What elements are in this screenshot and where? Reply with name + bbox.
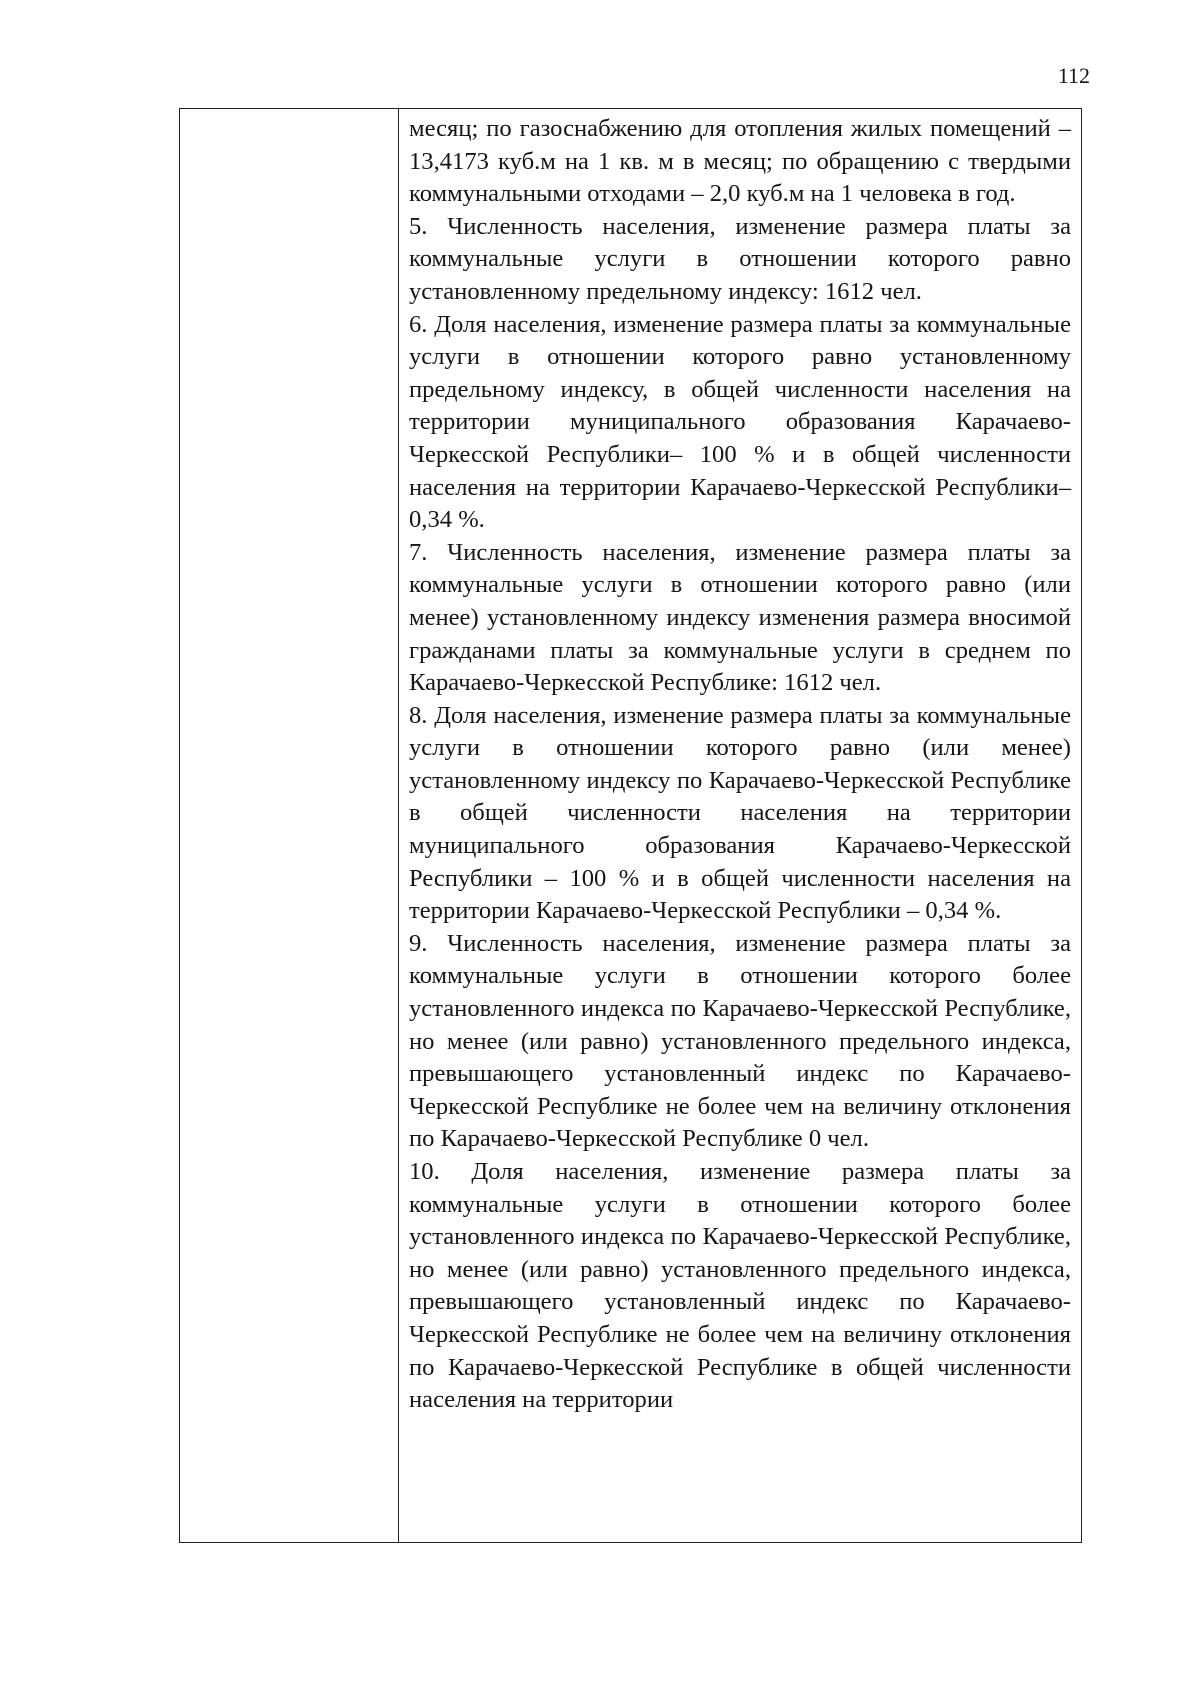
paragraph-item-9: 9. Численность населения, изменение размера платы за коммунальные услуги в отношении которого более установленного индекса по Карачаево-Черкесской Республике, но менее (или равно) установленного предельного индекса, превышающего установленный индекс по Карачаево-Черкесской Республике не более чем на величину отклонения по Карачаево-Черкесской Республике 0 чел.	[409, 929, 1071, 1153]
paragraph-item-8: 8. Доля населения, изменение размера платы за коммунальные услуги в отношении которого равно (или менее) установленному индексу по Карачаево-Черкесской Республике в общей численности населения на территории муниципального образования Карачаево-Черкесской Республики – 100 % и в общей численности населения на территории Карачаево-Черкесской Республики – 0,34 %.	[409, 701, 1071, 925]
table-cell-right	[399, 109, 1081, 1542]
paragraph-continuation: месяц; по газоснабжению для отопления жилых помещений – 13,4173 куб.м на 1 кв. м в месяц; по обращению с твердыми коммунальными отходами – 2,0 куб.м на 1 человека в год.	[409, 115, 1071, 208]
paragraph-item-6: 6. Доля населения, изменение размера платы за коммунальные услуги в отношении которого равно установленному предельному индексу, в общей численности населения на территории муниципального образования Карачаево-Черкесской Республики– 100 % и в общей численности населения на территории Карачаево-Черкесской Республики– 0,34 %.	[409, 310, 1071, 534]
paragraph-item-7: 7. Численность населения, изменение размера платы за коммунальные услуги в отношении которого равно (или менее) установленному индексу изменения размера вносимой гражданами платы за коммунальные услуги в среднем по Карачаево-Черкесской Республике: 1612 чел.	[409, 538, 1071, 697]
document-table	[179, 108, 1082, 1543]
paragraph-item-5: 5. Численность населения, изменение размера платы за коммунальные услуги в отношении которого равно установленному предельному индексу: 1612 чел.	[409, 212, 1071, 305]
table-cell-left	[180, 109, 399, 1542]
paragraph-item-10: 10. Доля населения, изменение размера платы за коммунальные услуги в отношении которого более установленного индекса по Карачаево-Черкесской Республике, но менее (или равно) установленного предельного индекса, превышающего установленный индекс по Карачаево-Черкесской Республике не более чем на величину отклонения по Карачаево-Черкесской Республике в общей численности населения на территории	[409, 1158, 1071, 1414]
page-number: 112	[1057, 63, 1090, 88]
